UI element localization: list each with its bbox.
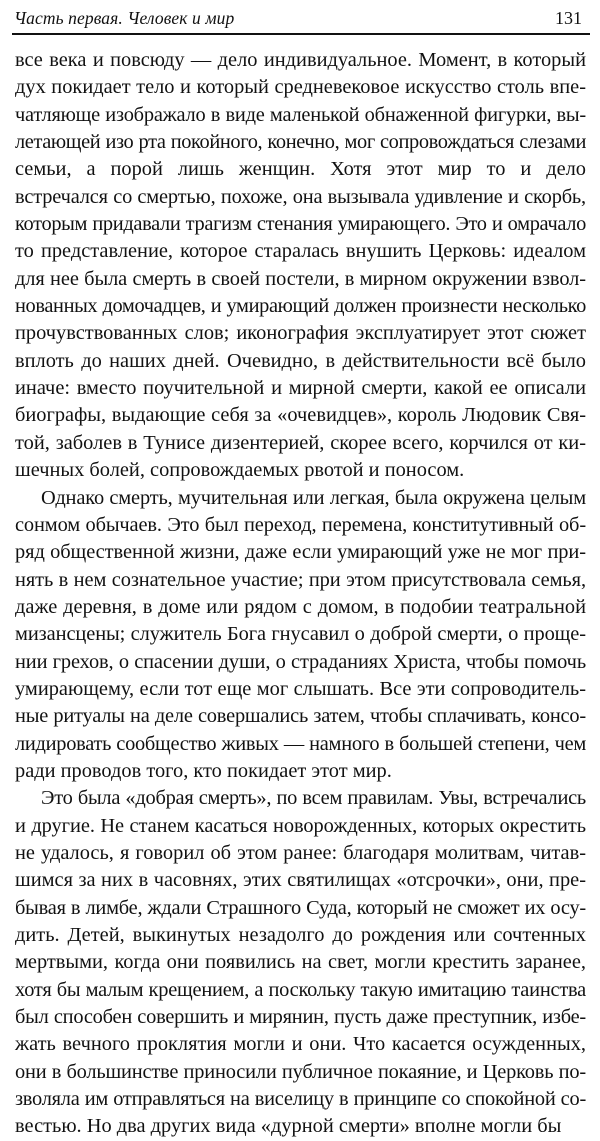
paragraph: [15, 47, 586, 485]
text-line: нии грехов, о спасении души, о страданиях Христа, чтобы помочь: [15, 650, 586, 673]
text-line: все века и повсюду — дело индивидуальное. Момент, в который: [15, 49, 586, 71]
text-line: хотя бы малым крещением, а поскольку такую имитацию таинства: [15, 978, 586, 1001]
text-line: они в большинстве приносили публичное покаяние, и Церковь по-: [15, 1060, 586, 1083]
text-line: Однако смерть, мучительная или легкая, была окружена целым: [41, 486, 586, 509]
text-line: чатляюще изображало в виде маленькой обнаженной фигурки, вы-: [15, 103, 586, 126]
paragraph: [15, 785, 586, 1140]
text-line: то представление, которое старалась внушить Церковь: идеалом: [15, 240, 586, 263]
text-line: мизансцены; служитель Бога гнусавил о доброй смерти, о проще-: [15, 623, 586, 646]
text-line: был способен совершить и мирянин, пусть даже преступник, избе-: [15, 1006, 586, 1029]
text-line: ряд общественной жизни, даже если умирающий уже не мог при-: [15, 541, 586, 564]
text-line: ради проводов того, кто покидает этот мир.: [15, 759, 392, 782]
text-line: встречался со смертью, похоже, она вызывала удивление и скорбь,: [15, 185, 586, 208]
running-head: [14, 6, 588, 30]
text-line: жать вечного проклятия могли и они. Что касается осужденных,: [15, 1033, 586, 1056]
text-line: летающей изо рта покойного, конечно, мог сопровождаться слезами: [15, 131, 586, 154]
text-line: вплоть до наших дней. Очевидно, в действительности всё было: [15, 349, 586, 372]
text-line: ные ритуалы на деле совершались затем, чтобы сплачивать, консо-: [15, 705, 586, 728]
text-line: той, заболев в Тунисе дизентерией, скорее всего, корчился от ки-: [15, 431, 586, 454]
text-line: умирающему, если тот еще мог слышать. Все эти сопроводитель-: [15, 677, 586, 700]
page-number: 131: [555, 8, 582, 28]
text-line: биографы, выдающие себя за «очевидцев», король Людовик Свя-: [15, 404, 586, 427]
text-line: дить. Детей, выкинутых незадолго до рождения или сочтенных: [15, 924, 586, 946]
text-line: иначе: вместо поучительной и мирной смерти, какой ее описали: [15, 377, 586, 400]
body-text: [15, 47, 586, 1141]
text-line: не удалось, я говорил об этом ранее: благодаря молитвам, читав-: [15, 841, 586, 864]
text-line: для нее была смерть в своей постели, в мирном окружении взвол-: [15, 267, 586, 290]
text-line: прочувствованных слов; иконография эксплуатирует этот сюжет: [15, 322, 586, 345]
text-line: зволяла им отправляться на виселицу в принципе со спокойной со-: [15, 1088, 586, 1111]
text-line: шечных болей, сопровождаемых рвотой и поносом.: [15, 459, 465, 482]
text-line: дух покидает тело и который средневековое искусство столь впе-: [15, 76, 586, 99]
header-rule: [12, 33, 590, 35]
text-line: нованных домочадцев, и умирающий должен произнести несколько: [15, 295, 586, 318]
text-line: лидировать сообщество живых — намного в большей степени, чем: [15, 732, 586, 755]
text-line: мертвыми, когда они появились на свет, могли крестить заранее,: [15, 951, 586, 974]
text-line: нять в нем сознательное участие; при этом присутствовала семья,: [15, 568, 586, 591]
text-line: сонмом обычаев. Это был переход, перемена, конститутивный об-: [15, 513, 586, 536]
text-line: шимся за них в часовнях, этих святилищах «отсрочки», они, пре-: [15, 869, 586, 892]
text-line: Это была «добрая смерть», по всем правилам. Увы, встречались: [41, 787, 586, 810]
text-line: бывая в лимбе, ждали Страшного Суда, который не сможет их осу-: [15, 896, 586, 919]
paragraph: [15, 485, 586, 786]
text-line: вестью. Но два других вида «дурной смерти» вполне могли бы: [15, 1115, 562, 1138]
text-line: которым придавали трагизм стенания умирающего. Это и омрачало: [15, 213, 586, 236]
text-line: семьи, а порой лишь женщин. Хотя этот мир то и дело: [15, 158, 586, 181]
running-title: Часть первая. Человек и мир: [14, 8, 235, 28]
text-line: и другие. Не станем касаться новорожденных, которых окрестить: [15, 814, 586, 837]
text-line: даже деревня, в доме или рядом с домом, в подобии театральной: [15, 595, 586, 618]
